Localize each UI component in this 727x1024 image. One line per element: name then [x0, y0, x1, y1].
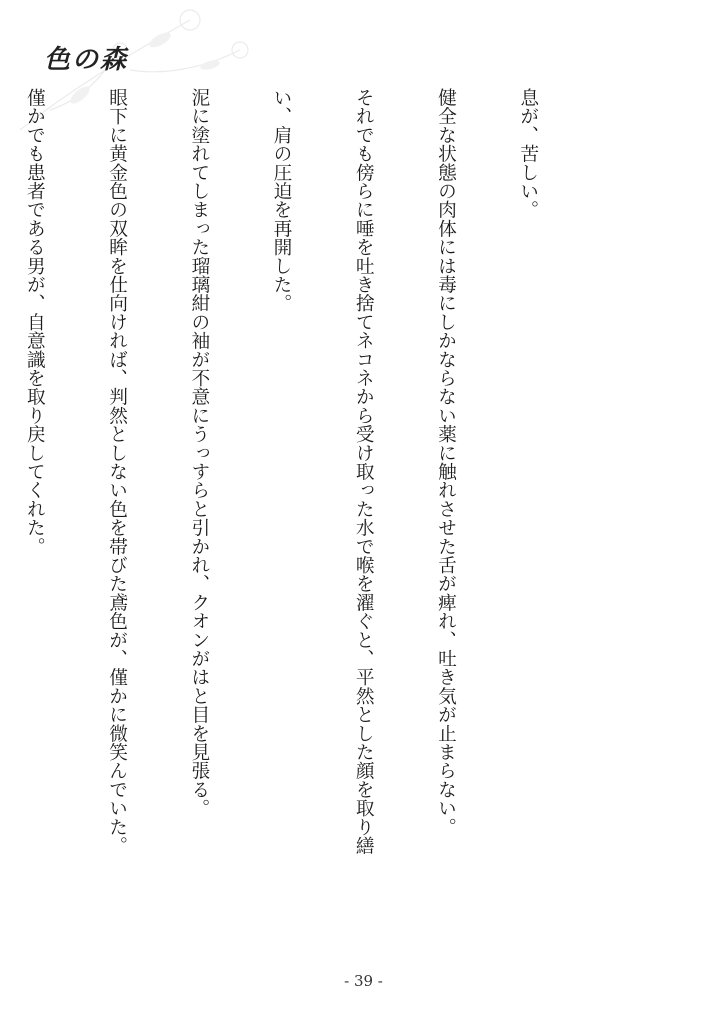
text-line: 眼下に黄金色の双眸を仕向ければ、判然としない色を帯びた鳶色が、僅かに微笑んでいた。 [106, 88, 128, 855]
text-line: い、肩の圧迫を再開した。 [270, 88, 292, 313]
page-number: - 39 - [344, 972, 383, 990]
running-header-title: 色の森 [44, 45, 129, 75]
text-line: 息が、苦しい。 [517, 88, 539, 219]
vertical-body-text [23, 88, 596, 940]
text-line: 泥に塗れてしまった瑠璃紺の袖が不意にうっすらと引かれ、クオンがはと目を見張る。 [188, 88, 210, 818]
text-line: それでも傍らに唾を吐き捨てネコネから受け取った水で喉を濯ぐと、平然とした顔を取り繕 [352, 88, 374, 855]
text-line: 僅かでも患者である男が、自意識を取り戻してくれた。 [23, 88, 45, 556]
text-line: 健全な状態の肉体には毒にしかならない薬に触れさせた舌が痺れ、吐き気が止まらない。 [434, 88, 456, 837]
